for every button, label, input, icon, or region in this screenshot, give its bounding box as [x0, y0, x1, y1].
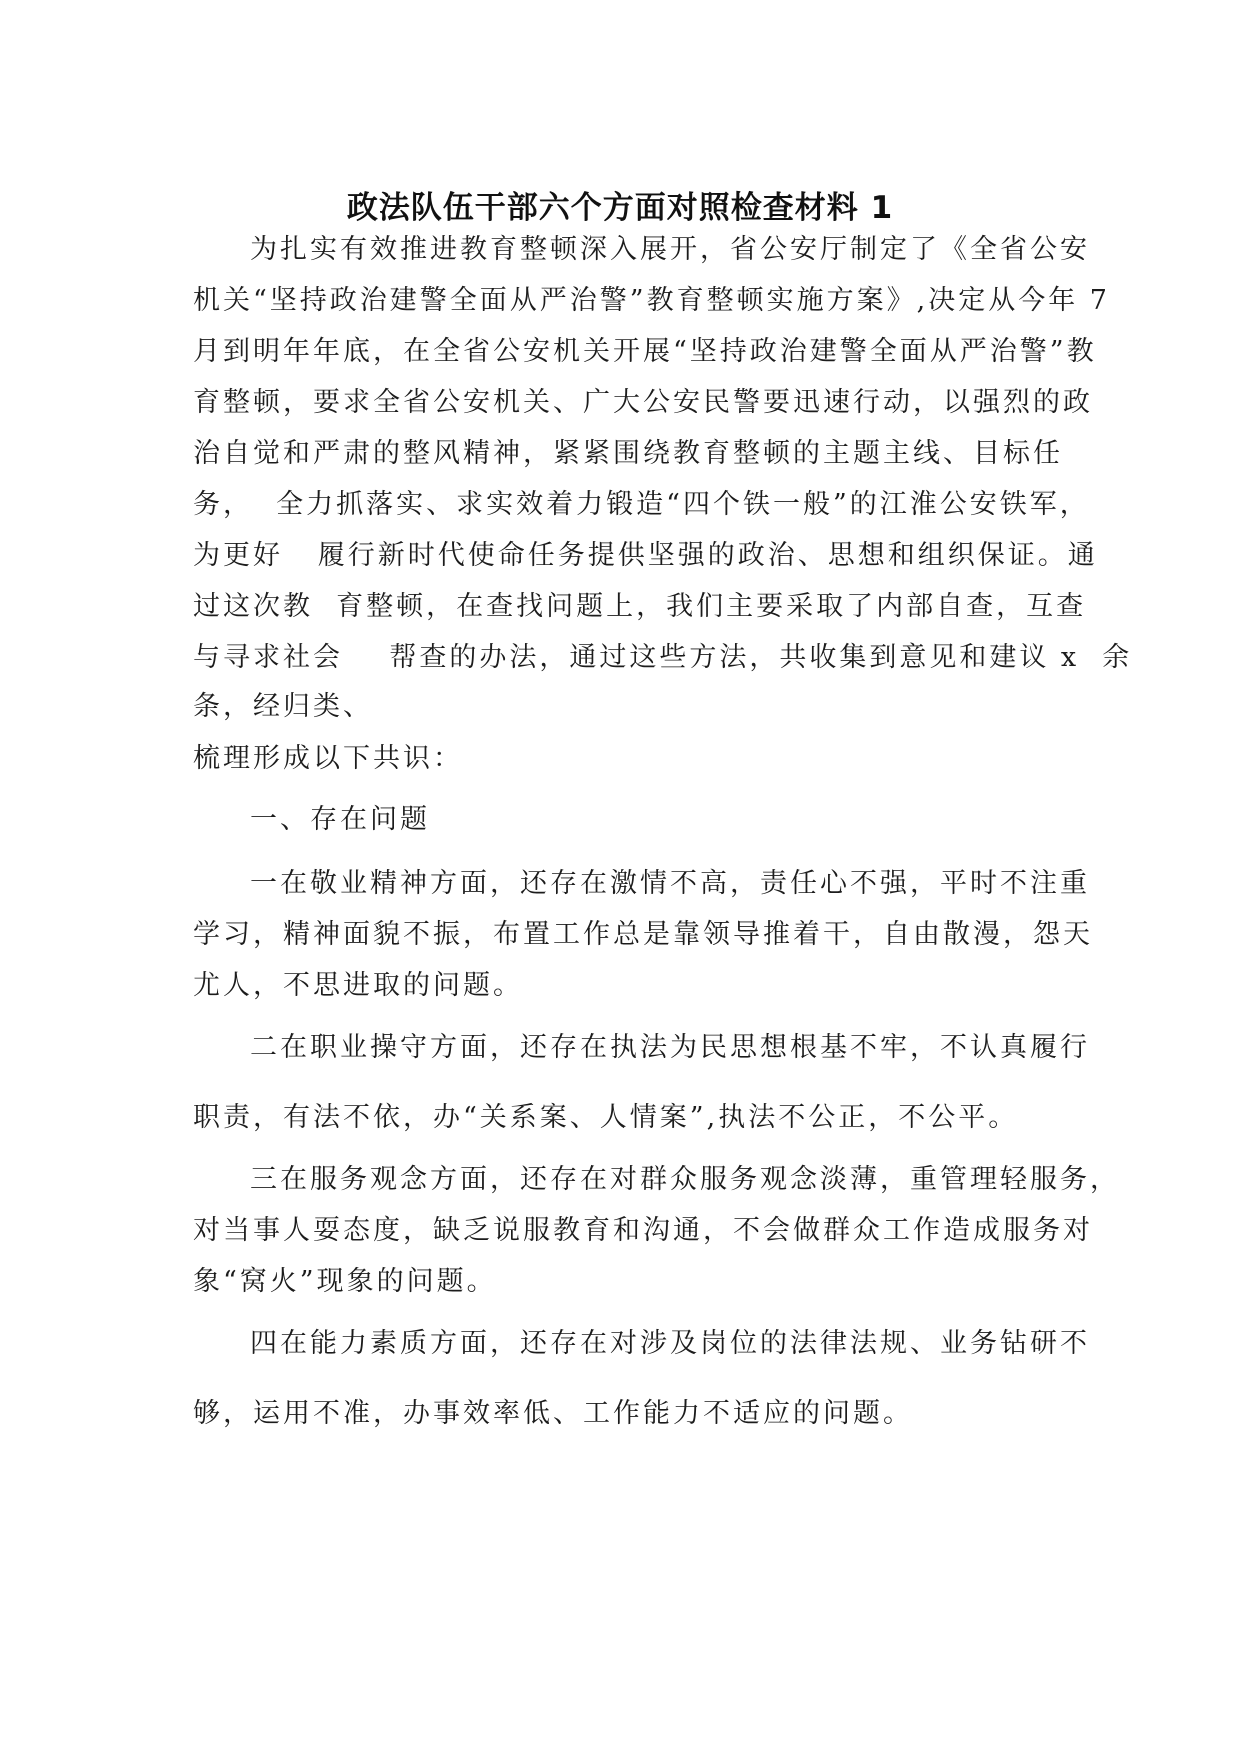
intro-line: 月到明年年底，在全省公安机关开展“坚持政治建警全面从严治警”教 [193, 336, 1097, 367]
intro-line: 为更好 履行新时代使命任务提供坚强的政治、思想和组织保证。通 [193, 540, 1098, 571]
intro-line: 过这次教 育整顿，在查找问题上，我们主要采取了内部自查，互查 [193, 591, 1087, 622]
issue-line: 一在敬业精神方面，还存在激情不高，责任心不强，平时不注重 [250, 868, 1090, 899]
issue-line: 象“窝火”现象的问题。 [193, 1266, 497, 1297]
intro-line: 务， 全力抓落实、求实效着力锻造“四个铁一般”的江淮公安铁军， [193, 489, 1090, 520]
issue-line: 尤人，不思进取的问题。 [193, 970, 523, 1001]
issue-line: 四在能力素质方面，还存在对涉及岗位的法律法规、业务钻研不 [250, 1328, 1090, 1359]
section-heading: 一、存在问题 [250, 804, 430, 835]
intro-line: 治自觉和严肃的整风精神，紧紧围绕教育整顿的主题主线、目标任 [193, 438, 1063, 469]
intro-line: 梳理形成以下共识： [193, 743, 463, 774]
issue-line: 对当事人耍态度，缺乏说服教育和沟通，不会做群众工作造成服务对 [193, 1215, 1093, 1246]
intro-line: 育整顿，要求全省公安机关、广大公安民警要迅速行动，以强烈的政 [193, 387, 1093, 418]
issue-line: 职责，有法不依，办“关系案、人情案”,执法不公正，不公平。 [193, 1102, 1019, 1133]
intro-line: 机关“坚持政治建警全面从严治警”教育整顿实施方案》,决定从今年 7 [193, 285, 1110, 316]
intro-line: 条，经归类、 [193, 691, 373, 722]
intro-line: 为扎实有效推进教育整顿深入展开，省公安厅制定了《全省公安 [250, 234, 1090, 265]
issue-line: 够，运用不准，办事效率低、工作能力不适应的问题。 [193, 1398, 913, 1429]
document-title: 政法队伍干部六个方面对照检查材料 1 [346, 190, 894, 226]
issue-line: 学习，精神面貌不振，布置工作总是靠领导推着干，自由散漫，怨天 [193, 919, 1093, 950]
issue-line: 二在职业操守方面，还存在执法为民思想根基不牢，不认真履行 [250, 1032, 1090, 1063]
issue-line: 三在服务观念方面，还存在对群众服务观念淡薄，重管理轻服务， [250, 1164, 1120, 1195]
intro-line: 与寻求社会 帮查的办法，通过这些方法，共收集到意见和建议 x 余 [193, 642, 1133, 673]
